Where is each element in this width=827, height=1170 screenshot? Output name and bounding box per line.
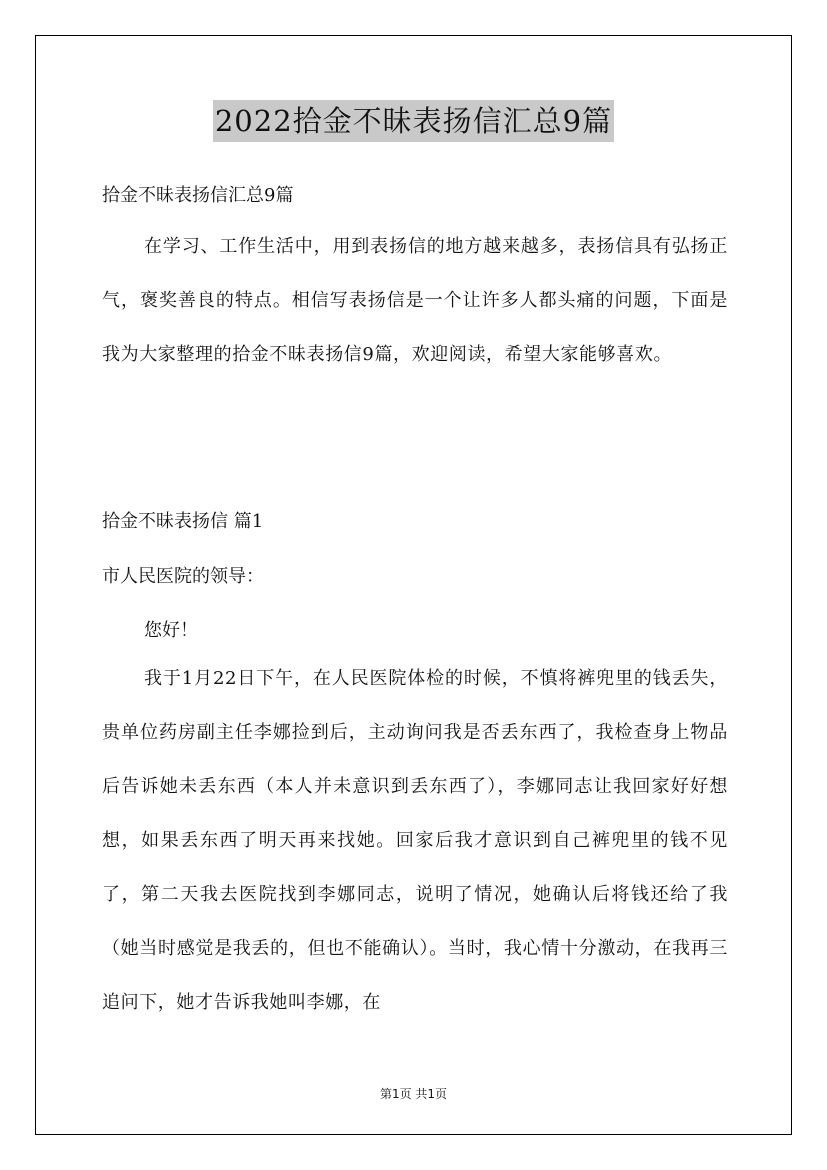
greeting: 您好！ bbox=[144, 620, 198, 641]
body-paragraph: 我于1月22日下午，在人民医院体检的时候，不慎将裤兜里的钱丢失，贵单位药房副主任李娜捡到后，主动询问我是否丢东西了，我检查身上物品后告诉她未丢东西（本人并未意识到丢东西了），李娜同志让我回家好好想想，如果丢东西了明天再来找她。回家后我才意识到自己裤兜里的钱不见了，第二天我去医院找到李娜同志，说明了情况，她确认后将钱还给了我（她当时感觉是我丢的，但也不能确认）。当时，我心情十分激动，在我再三追问下，她才告诉我她叫李娜，在 bbox=[102, 668, 728, 1013]
title-container bbox=[0, 100, 827, 142]
section-heading: 拾金不昧表扬信 篇1 bbox=[102, 511, 264, 532]
intro-paragraph: 在学习、工作生活中，用到表扬信的地方越来越多，表扬信具有弘扬正气，褒奖善良的特点。相信写表扬信是一个让许多人都头痛的问题，下面是我为大家整理的拾金不昧表扬信9篇，欢迎阅读，希望大家能够喜欢。 bbox=[102, 236, 728, 365]
salutation: 市人民医院的领导： bbox=[102, 566, 264, 587]
document-title: 2022拾金不昧表扬信汇总9篇 bbox=[213, 100, 614, 142]
document-subtitle: 拾金不昧表扬信汇总9篇 bbox=[102, 185, 294, 206]
page-footer: 第1页 共1页 bbox=[379, 1087, 448, 1101]
